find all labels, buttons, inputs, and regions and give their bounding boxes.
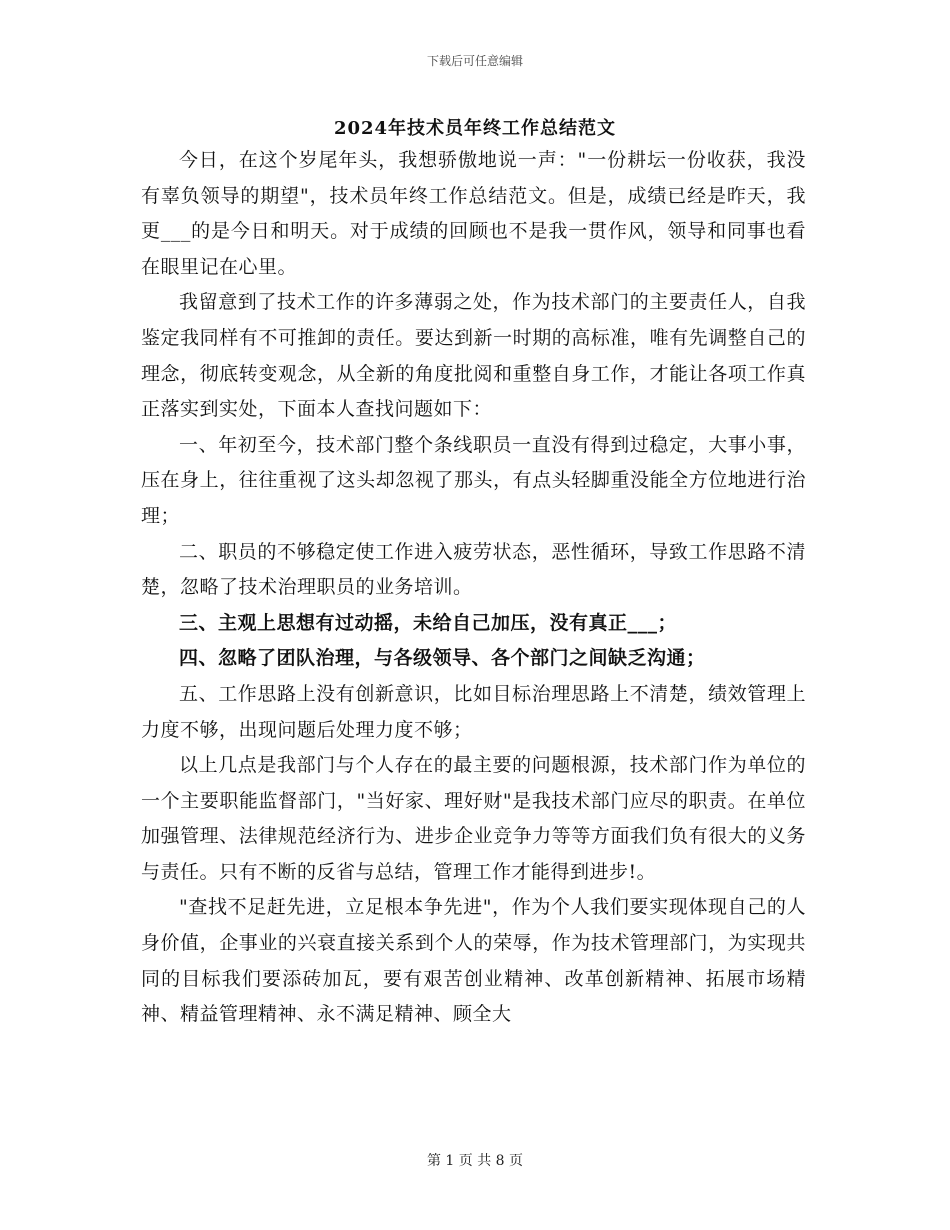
paragraph-intro: 今日，在这个岁尾年头，我想骄傲地说一声："一份耕坛一份收获，我没有辜负领导的期望"，技术员年终工作总结范文。但是，成绩已经是昨天，我更___的是今日和明天。对于成绩的回顾也不是我一贯作风，领导和同事也看在眼里记在心里。 — [141, 149, 806, 278]
paragraph-issue-4: 四、忽略了团队治理，与各级领导、各个部门之间缺乏沟通； — [179, 647, 706, 670]
paragraph-issue-3: 三、主观上思想有过动摇，未给自己加压，没有真正___； — [179, 611, 678, 634]
paragraph-issue-2: 二、职员的不够稳定使工作进入疲劳状态，恶性循环，导致工作思路不清楚，忽略了技术治理职员的业务培训。 — [141, 540, 806, 599]
page-header-note: 下载后可任意编辑 — [426, 54, 523, 68]
paragraph-weakness: 我留意到了技术工作的许多薄弱之处，作为技术部门的主要责任人，自我鉴定我同样有不可推卸的责任。要达到新一时期的高标准，唯有先调整自己的理念，彻底转变观念，从全新的角度批阅和重整自身工作，才能让各项工作真正落实到实处，下面本人查找问题如下： — [141, 291, 806, 421]
paragraph-issue-1: 一、年初至今，技术部门整个条线职员一直没有得到过稳定，大事小事，压在身上，往往重视了这头却忽视了那头，有点头轻脚重没能全方位地进行治理； — [141, 433, 806, 527]
paragraph-issue-5: 五、工作思路上没有创新意识，比如目标治理思路上不清楚，绩效管理上力度不够，出现问题后处理力度不够； — [141, 682, 806, 741]
document-body — [141, 143, 806, 1033]
document-title: 2024年技术员年终工作总结范文 — [333, 118, 617, 139]
paragraph-summary: 以上几点是我部门与个人存在的最主要的问题根源，技术部门作为单位的一个主要职能监督部门，"当好家、理好财"是我技术部门应尽的职责。在单位加强管理、法律规范经济行为、进步企业竞争力等等方面我们负有很大的义务与责任。只有不断的反省与总结，管理工作才能得到进步!。 — [141, 754, 806, 883]
page-number: 第 1 页 共 8 页 — [426, 1153, 524, 1169]
paragraph-outlook: "查找不足赶先进，立足根本争先进"，作为个人我们要实现体现自己的人身价值，企事业的兴衰直接关系到个人的荣辱，作为技术管理部门，为实现共同的目标我们要添砖加瓦，要有艰苦创业精神、改革创新精神、拓展市场精神、精益管理精神、永不满足精神、顾全大 — [141, 896, 806, 1026]
